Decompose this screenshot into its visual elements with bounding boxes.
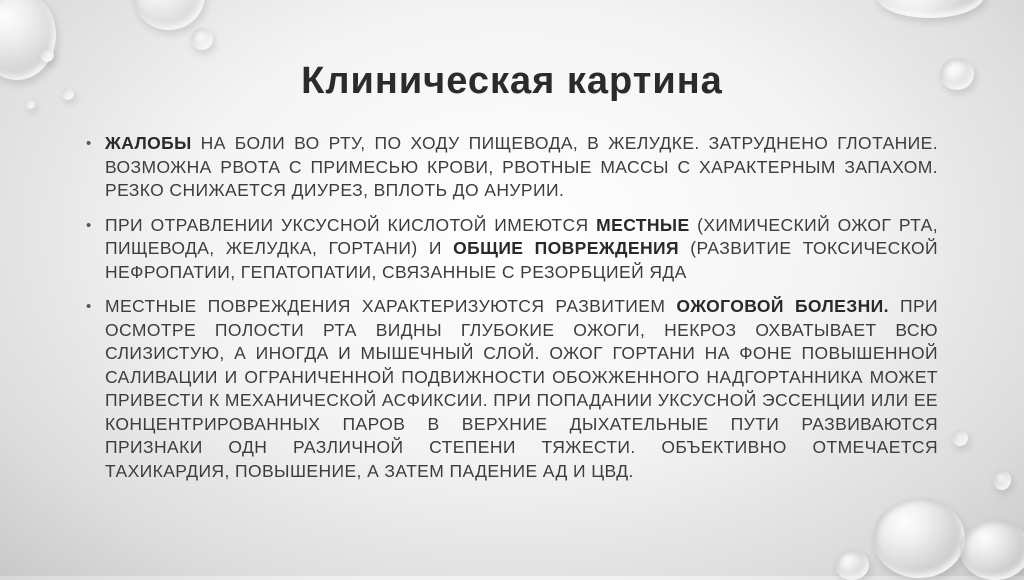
bullet-list: [86, 132, 938, 494]
bold-term: ЖАЛОБЫ: [105, 133, 192, 153]
bold-term: МЕСТНЫЕ: [596, 214, 690, 235]
water-drop-decoration: [875, 0, 985, 18]
water-drop-decoration: [952, 430, 968, 446]
bullet-text: (ХИМИЧЕСКИЙ ОЖОГ РТА, ПИЩЕВОДА, ЖЕЛУДКА, ГОРТАНИ) И: [105, 214, 938, 258]
bullet-icon: •: [86, 216, 92, 234]
slide-title: Клиническая картина: [301, 60, 723, 102]
bullet-text: ПРИ ОСМОТРЕ ПОЛОСТИ РТА ВИДНЫ ГЛУБОКИЕ ОЖОГИ, НЕКРОЗ ОХВАТЫВАЕТ ВСЮ СЛИЗИСТУЮ, А ИНОГДА И МЫШЕЧНЫЙ СЛОЙ. ОЖОГ ГОРТАНИ НА ФОНЕ ПОВЫШЕННОЙ САЛИВАЦИИ И ОГРАНИЧЕННОЙ ПОДВИЖНОСТИ ОБОЖЖЕННОГО НАДГОРТАННИКА МОЖЕТ ПРИВЕСТИ К МЕХАНИЧЕСКОЙ АСФИКСИИ. ПРИ ПОПАДАНИИ УКСУСНОЙ ЭССЕНЦИИ ИЛИ ЕЕ КОНЦЕНТРИРОВАННЫХ ПАРОВ В ВЕРХНИЕ ДЫХАТЕЛЬНЫЕ ПУТИ РАЗВИВАЮТСЯ ПРИЗНАКИ ОДН РАЗЛИЧНОЙ СТЕПЕНИ ТЯЖЕСТИ. ОБЪЕКТИВНО ОТМЕЧАЕТСЯ ТАХИКАРДИЯ, ПОВЫШЕНИЕ, А ЗАТЕМ ПАДЕНИЕ АД И ЦВД.: [105, 296, 939, 481]
bullet-text: (РАЗВИТИЕ ТОКСИЧЕСКОЙ НЕФРОПАТИИ, ГЕПАТОПАТИИ, СВЯЗАННЫЕ С РЕЗОРБЦИЕЙ ЯДА: [105, 238, 939, 282]
bullet-text: ПРИ ОТРАВЛЕНИИ УКСУСНОЙ КИСЛОТОЙ ИМЕЮТСЯ: [105, 214, 597, 235]
bullet-item-complaints: [86, 132, 938, 203]
bold-term: ОБЩИЕ ПОВРЕЖДЕНИЯ: [453, 238, 679, 258]
bullet-icon: •: [86, 298, 92, 315]
water-drop-decoration: [191, 28, 213, 50]
water-drop-decoration: [873, 498, 965, 578]
water-drop-decoration: [993, 470, 1011, 490]
bullet-text: НА БОЛИ ВО РТУ, ПО ХОДУ ПИЩЕВОДА, В ЖЕЛУДКЕ. ЗАТРУДНЕНО ГЛОТАНИЕ. ВОЗМОЖНА РВОТА С ПРИМЕСЬЮ КРОВИ, РВОТНЫЕ МАССЫ С ХАРАКТЕРНЫМ ЗАПАХОМ. РЕЗКО СНИЖАЕТСЯ ДИУРЕЗ, ВПЛОТЬ ДО АНУРИИ.: [105, 133, 938, 200]
water-drop-decoration: [133, 0, 205, 30]
bullet-item-local-damage: [86, 295, 938, 483]
bold-term: ОЖОГОВОЙ БОЛЕЗНИ.: [676, 296, 889, 316]
bullet-text: МЕСТНЫЕ ПОВРЕЖДЕНИЯ ХАРАКТЕРИЗУЮТСЯ РАЗВИТИЕМ: [105, 296, 677, 316]
water-drop-decoration: [960, 520, 1024, 580]
bullet-icon: •: [86, 135, 92, 152]
bullet-item-acid-poisoning: [86, 214, 938, 285]
